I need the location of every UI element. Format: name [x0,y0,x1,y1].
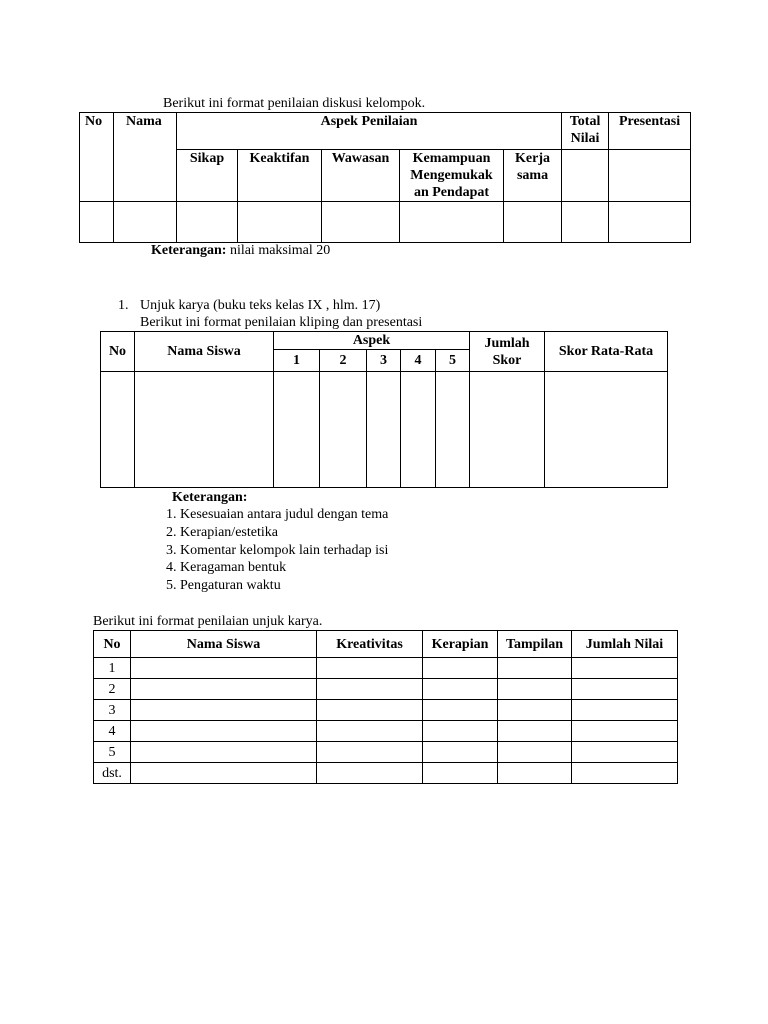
col-nama-siswa: Nama Siswa [131,631,317,658]
intro-kliping: Berikut ini format penilaian kliping dan presentasi [140,315,423,330]
col-kerja-sama [504,150,562,202]
intro-unjuk-karya: Berikut ini format penilaian unjuk karya. [93,614,323,629]
col-jumlah-skor [470,332,545,372]
row-number: 1 [94,658,131,679]
intro-diskusi: Berikut ini format penilaian diskusi kelompok. [163,96,426,111]
table-row [94,763,678,784]
legend-list [162,506,388,595]
col-total-nilai [562,113,609,150]
legend-item: 5. Pengaturan waktu [180,577,388,595]
col-aspek-1: 1 [274,350,320,372]
col-aspek-2: 2 [320,350,367,372]
legend-item: 1. Kesesuaian antara judul dengan tema [180,506,388,524]
col-aspek-5: 5 [436,350,470,372]
row-number: 4 [94,721,131,742]
table-row [94,679,678,700]
table-kliping [100,331,668,488]
item-number: 1. [118,298,129,313]
table-row [94,700,678,721]
col-nama: Nama [114,113,177,202]
kerja-line1: Kerja [515,151,551,166]
col-wawasan: Wawasan [322,150,400,202]
row-number: 5 [94,742,131,763]
kemampuan-line3: an Pendapat [413,185,490,200]
col-aspek-penilaian: Aspek Penilaian [177,113,562,150]
cell-empty [562,150,609,202]
cell-empty [609,150,691,202]
col-jumlah-nilai: Jumlah Nilai [572,631,678,658]
row-number: 2 [94,679,131,700]
col-no: No [101,332,135,372]
col-no: No [94,631,131,658]
table-row [94,742,678,763]
legend-item: 4. Keragaman bentuk [180,559,388,577]
col-aspek-3: 3 [367,350,401,372]
note-diskusi [151,242,330,259]
kerja-line2: sama [516,168,549,183]
col-tampilan: Tampilan [498,631,572,658]
total-line1: Total [569,114,601,129]
kemampuan-line1: Kemampuan [412,151,491,166]
row-number: 3 [94,700,131,721]
col-no: No [80,113,114,202]
legend-item: 3. Komentar kelompok lain terhadap isi [180,542,388,560]
col-sikap: Sikap [177,150,238,202]
total-line2: Nilai [570,131,600,146]
row-number: dst. [94,763,131,784]
col-kemampuan [400,150,504,202]
col-aspek: Aspek [274,332,470,350]
table-row [94,658,678,679]
col-nama-siswa: Nama Siswa [135,332,274,372]
col-aspek-4: 4 [401,350,436,372]
legend-item: 2. Kerapian/estetika [180,524,388,542]
col-kerapian: Kerapian [423,631,498,658]
col-kreativitas: Kreativitas [317,631,423,658]
col-keaktifan: Keaktifan [238,150,322,202]
kemampuan-line2: Mengemukak [410,168,493,183]
note-text: nilai maksimal 20 [226,243,331,258]
table-unjuk-karya [93,630,678,784]
col-skor-rata-rata: Skor Rata-Rata [545,332,668,372]
table-diskusi-kelompok [79,112,691,243]
note-label: Keterangan: [151,243,227,258]
jumlah-line1: Jumlah [484,335,530,351]
jumlah-line2: Skor [492,352,522,368]
col-presentasi: Presentasi [609,113,691,150]
table-row [101,372,668,488]
table-row [80,202,691,243]
table-row [94,721,678,742]
item-unjuk-karya: Unjuk karya (buku teks kelas IX , hlm. 17) [140,298,381,313]
legend-title: Keterangan: [172,490,248,505]
